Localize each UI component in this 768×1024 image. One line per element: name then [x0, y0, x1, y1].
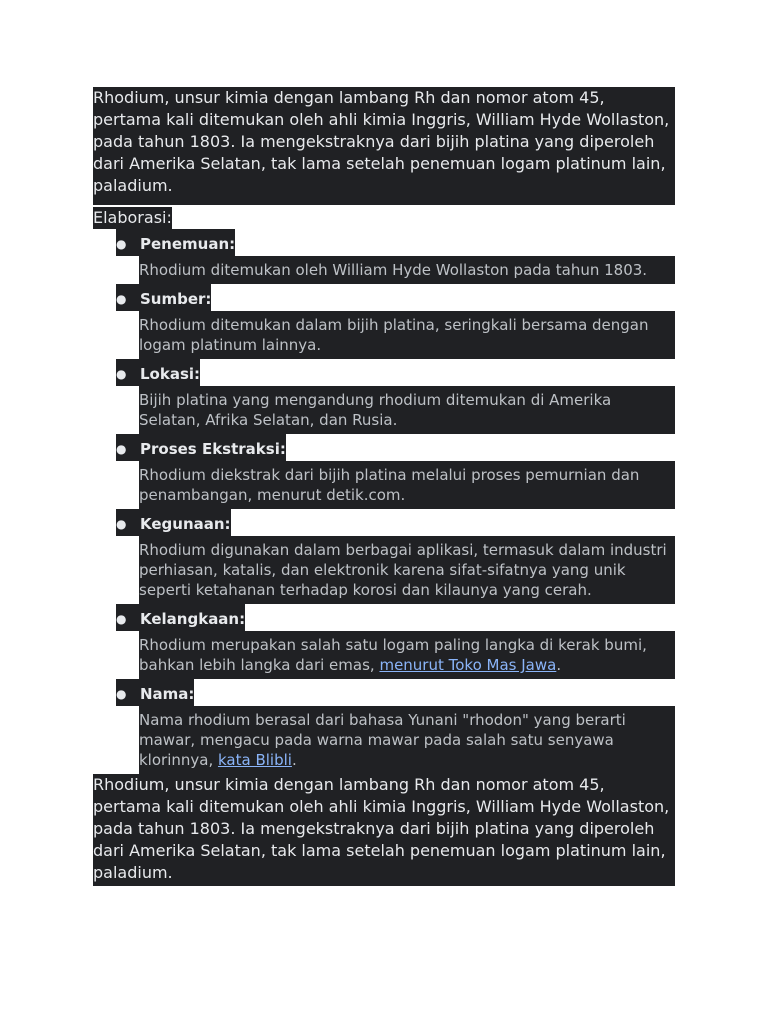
elaboration-label: Elaborasi: — [93, 208, 172, 227]
item-heading — [116, 509, 231, 536]
item-heading — [116, 229, 235, 256]
item-text-content: Rhodium ditemukan oleh William Hyde Wollaston pada tahun 1803. — [139, 261, 648, 279]
bullet-icon: ● — [116, 442, 127, 456]
item-title: Proses Ekstraksi: — [140, 440, 286, 458]
list-item — [93, 359, 675, 434]
item-text-content: Nama rhodium berasal dari bahasa Yunani "rhodon" yang berarti mawar, mengacu pada warna mawar pada salah satu senyawa klorinnya, — [139, 711, 626, 769]
bullet-icon: ● — [116, 292, 127, 306]
list-item — [93, 679, 675, 774]
item-text — [139, 256, 675, 284]
list-item — [93, 284, 675, 359]
bullet-icon: ● — [116, 687, 127, 701]
elaboration-list — [93, 229, 675, 774]
list-item — [93, 509, 675, 604]
item-text-content: Rhodium ditemukan dalam bijih platina, seringkali bersama dengan logam platinum lainnya. — [139, 316, 649, 354]
outro-paragraph: Rhodium, unsur kimia dengan lambang Rh dan nomor atom 45, pertama kali ditemukan oleh ahli kimia Inggris, William Hyde Wollaston, pada tahun 1803. Ia mengekstraknya dari bijih platina yang diperoleh dari Amerika Selatan, tak lama setelah penemuan logam platinum lain, paladium. — [93, 774, 675, 886]
item-text — [139, 706, 675, 774]
item-text — [139, 311, 675, 359]
item-text-content: Rhodium digunakan dalam berbagai aplikasi, termasuk dalam industri perhiasan, katalis, dan elektronik karena sifat-sifatnya yang unik seperti ketahanan terhadap korosi dan kilaunya yang cerah. — [139, 541, 667, 599]
document-page — [93, 87, 675, 886]
item-text-content: Bijih platina yang mengandung rhodium ditemukan di Amerika Selatan, Afrika Selatan, dan Rusia. — [139, 391, 612, 429]
item-heading — [116, 359, 200, 386]
item-heading — [116, 679, 194, 706]
item-title: Kegunaan: — [140, 515, 231, 533]
item-text-content: Rhodium merupakan salah satu logam paling langka di kerak bumi, bahkan lebih langka dari emas, — [139, 636, 647, 674]
list-item — [93, 229, 675, 284]
bullet-icon: ● — [116, 237, 127, 251]
item-heading — [116, 284, 211, 311]
item-title: Lokasi: — [140, 365, 201, 383]
list-item — [93, 434, 675, 509]
source-link-blibli[interactable]: kata Blibli — [217, 751, 292, 769]
item-title: Sumber: — [140, 290, 212, 308]
item-title: Nama: — [140, 685, 195, 703]
source-link-toko-mas-jawa[interactable]: menurut Toko Mas Jawa — [379, 656, 557, 674]
bullet-icon: ● — [116, 612, 127, 626]
item-heading — [116, 434, 286, 461]
item-heading — [116, 604, 245, 631]
item-text — [139, 631, 675, 679]
item-text-content: Rhodium diekstrak dari bijih platina melalui proses pemurnian dan penambangan, menurut detik.com. — [139, 466, 640, 504]
item-text — [139, 536, 675, 604]
item-text — [139, 461, 675, 509]
bullet-icon: ● — [116, 517, 127, 531]
item-text-suffix: . — [556, 656, 562, 674]
item-title: Kelangkaan: — [140, 610, 246, 628]
bullet-icon: ● — [116, 367, 127, 381]
list-item — [93, 604, 675, 679]
item-text-suffix: . — [291, 751, 297, 769]
item-text — [139, 386, 675, 434]
intro-paragraph: Rhodium, unsur kimia dengan lambang Rh dan nomor atom 45, pertama kali ditemukan oleh ahli kimia Inggris, William Hyde Wollaston, pada tahun 1803. Ia mengekstraknya dari bijih platina yang diperoleh dari Amerika Selatan, tak lama setelah penemuan logam platinum lain, paladium. — [93, 87, 675, 205]
item-title: Penemuan: — [140, 235, 236, 253]
